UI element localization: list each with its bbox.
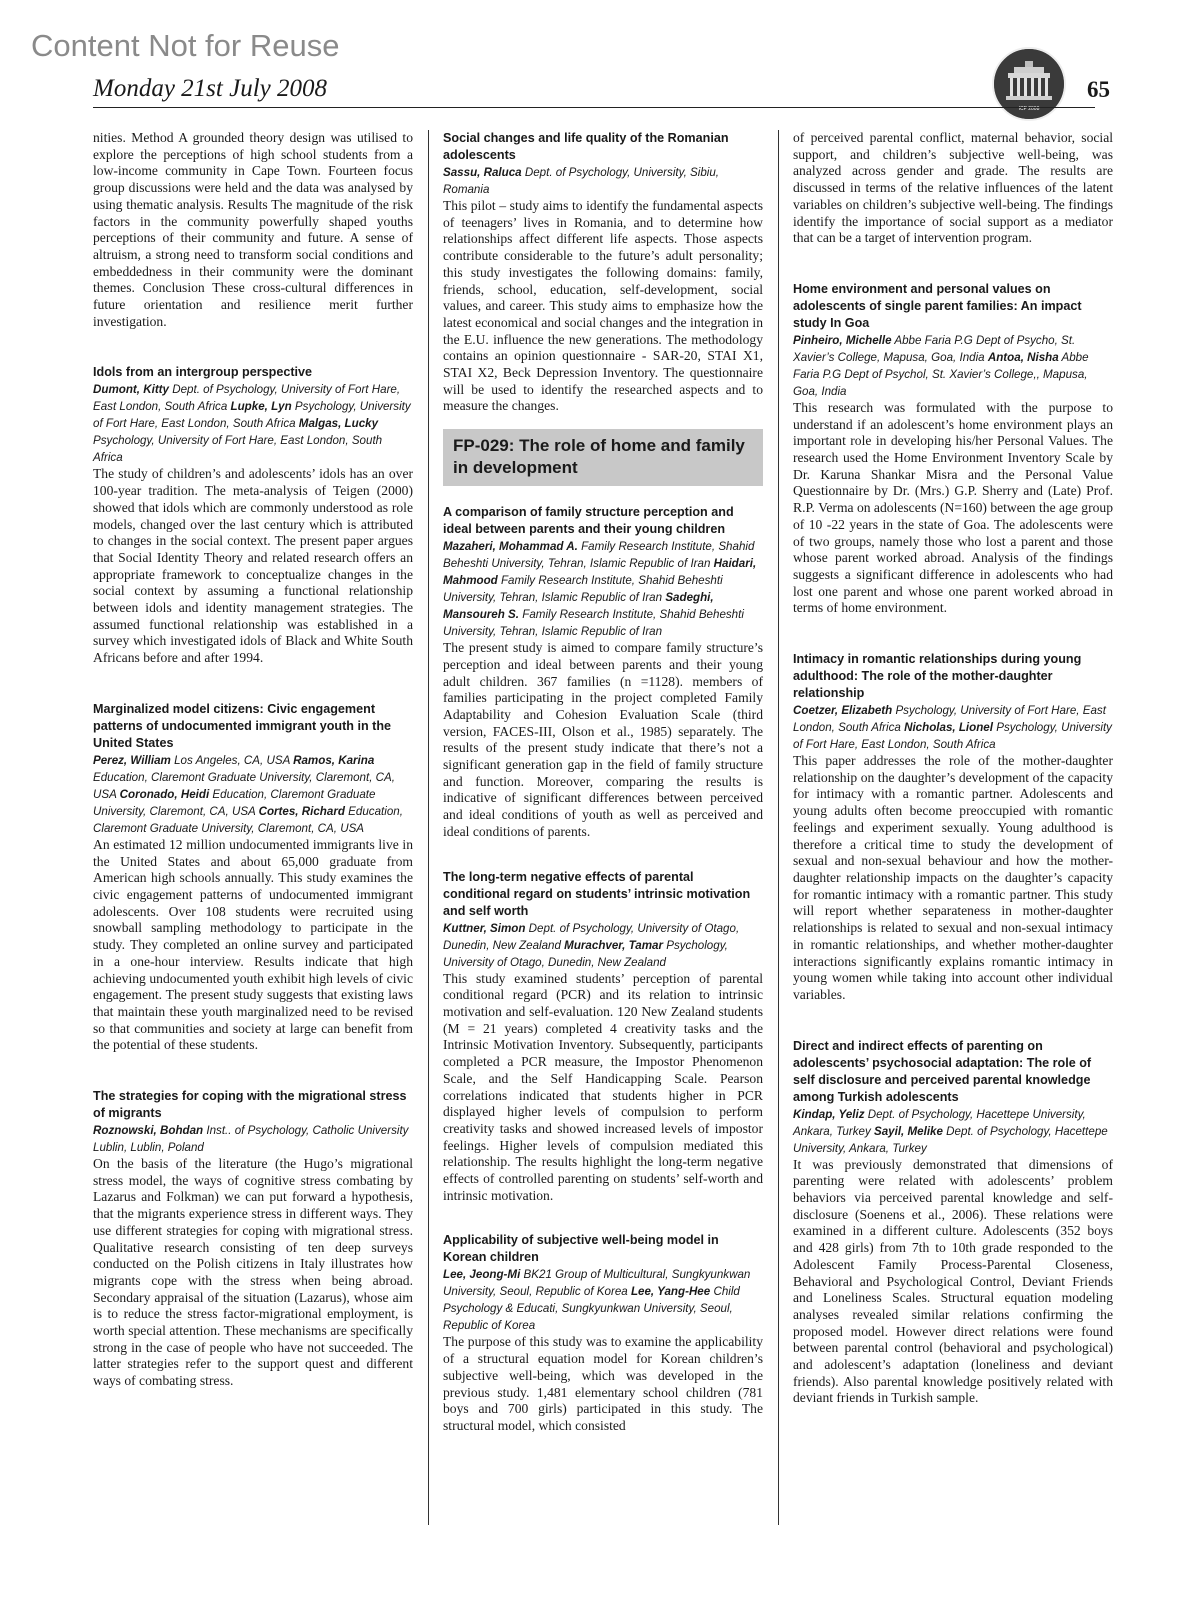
author-name: Malgas, Lucky: [298, 417, 379, 431]
abstract-title: Intimacy in romantic relationships during young adulthood: The role of the mother-daughter relationship: [793, 652, 1082, 701]
author-name: Lee, Yang-Hee: [630, 1285, 711, 1299]
abstract-authors: [793, 1106, 1113, 1157]
abstract-entry: [93, 1088, 413, 1390]
abstract-body: This study examined students’ perception of parental conditional regard (PCR) and its relation to intrinsic motivation and self-evaluation. 120 New Zealand students (M = 21 years) completed 4 creativity tasks and the Intrinsic Motivation Inventory. Subsequently, participants completed a PCR measure, the Impostor Phenomenon Scale, and the Self Handicapping Scale. Pearson correlations indicated that students higher in PCR displayed higher levels of compulsion to perform creativity tasks and showed increased levels of impostor feelings. Higher levels of compulsion mediated this relationship. The results highlight the long-term negative effects of controlled parenting on students’ self-worth and intrinsic motivation.: [443, 970, 763, 1203]
column-1: [93, 130, 413, 1390]
author-name: Coetzer, Elizabeth: [793, 704, 893, 718]
abstract-entry: [443, 1232, 763, 1434]
abstract-authors: [793, 702, 1113, 753]
abstract-entry: [793, 281, 1113, 617]
column-2: [443, 130, 763, 1435]
abstract-authors: [443, 920, 763, 971]
author-affiliation: Dept. of Psychology, University, Sibiu, Romania: [443, 166, 720, 196]
author-affiliation: Inst.. of Psychology, Catholic University Lublin, Lublin, Poland: [93, 1124, 409, 1155]
author-affiliation: Psychology, University of Fort Hare, East London, South Africa: [793, 704, 1106, 735]
author-name: Mazaheri, Mohammad A.: [443, 540, 578, 554]
abstract-body: The present study is aimed to compare family structure’s perception and ideal between parents and their young adult children. 367 families (n =1128). members of families participating in the project completed Family Adaptability and Cohesion Evaluation Scale (third version, FACES-III, Olson et al., 1985) separately. The results of the present study indicate that there’s not a significant generation gap in the field of family structure and function. Moreover, comparing the results is indicative of significant differences between perceived and ideal conditions of youth as well as perceived and ideal conditions of parents.: [443, 640, 763, 839]
abstract-entry: [443, 869, 763, 1205]
abstract-title: Home environment and personal values on adolescents of single parent families: An impact study In Goa: [793, 281, 1082, 330]
author-affiliation: Dept. of Psychology, Hacettepe University, Ankara, Turkey: [793, 1124, 1108, 1155]
conference-logo: [992, 47, 1066, 121]
author-name: Kindap, Yeliz: [793, 1107, 865, 1121]
author-affiliation: Dept. of Psychology, Hacettepe University, Ankara, Turkey: [793, 1107, 1086, 1138]
page-date: Monday 21st July 2008: [93, 75, 327, 102]
abstract-title: Marginalized model citizens: Civic engagement patterns of undocumented immigrant youth in the United States: [93, 701, 392, 750]
author-name: Lee, Jeong-Mi: [443, 1268, 521, 1282]
author-name: Lupke, Lyn: [230, 400, 292, 414]
author-affiliation: Education, Claremont Graduate University, Claremont, CA, USA: [93, 804, 403, 835]
author-name: Antoa, Nisha: [987, 350, 1059, 364]
watermark: Content Not for Reuse: [31, 28, 340, 63]
author-name: Sadeghi, Mansoureh S.: [443, 591, 714, 622]
author-name: Perez, William: [93, 753, 171, 767]
author-name: Haidari, Mahmood: [443, 557, 757, 588]
author-affiliation: Education, Claremont Graduate University, Claremont, CA, USA: [93, 787, 376, 818]
author-affiliation: Dept. of Psychology, University of Otago, Dunedin, New Zealand: [443, 921, 740, 952]
abstract-body: The study of children’s and adolescents’ idols has an over 100-year tradition. The meta-analysis of Teigen (2000) showed that idols which are commonly understood as role models, changed over the last century which is attributed to changes in the social context. The present paper argues that Social Identity Theory and related research offers an appropriate framework to conceptualize changes in the social context by assuming a functional relationship between idols and identity management strategies. The assumed functional relationship was established in a survey which investigated idols of Black and White South Africans before and after 1994.: [93, 466, 413, 666]
brandenburg-gate-icon: [994, 49, 1064, 119]
abstract-body: It was previously demonstrated that dimensions of parenting were related with adolescents’ problem behaviors via perceived parental knowledge and self-disclosure (Soenens et al., 2006). These relations were examined in a different culture. Adolescents (352 boys and 428 girls) from 7th to 10th grade responded to the Adolescent Family Process-Parental Closeness, Behavioral and Psychological Control, Deviant Friends and Loneliness Scales. Structural equation modeling analyses revealed similar relations confirming the proposed model. However direct relations were found between parental control (behavioral and psychological) and adolescent’s adaptation (loneliness and deviant friends). Also parental knowledge positively related with deviant friends in Turkish sample.: [793, 1156, 1113, 1406]
abstract-authors: [93, 1122, 413, 1156]
abstract-title: Idols from an intergroup perspective: [93, 365, 313, 380]
abstract-entry: [93, 364, 413, 666]
author-name: Roznowski, Bohdan: [93, 1124, 204, 1138]
author-affiliation: Psychology, University of Fort Hare, East London, South Africa: [93, 434, 383, 465]
author-name: Cortes, Richard: [258, 804, 345, 818]
abstract-body: This research was formulated with the purpose to understand if an adolescent’s home environment plays an important role in developing his/her Personal Values. The research used the Home Environment Inventory Scale by Dr. Karuna Shankar Misra and the Personal Value Questionnaire by Dr. (Mrs.) G.P. Sherry and (Late) Prof. R.P. Verma on adolescents (N=160) between the age group of 10 -22 years in the state of Goa. The adolescents were of two groups, namely those who lost a parent and those whose parent worked abroad. Analysis of the findings suggests a significant difference in adolescents who had lost one parent and whose one parent worked abroad in terms of home environment.: [793, 399, 1113, 616]
abstract-entry: [443, 130, 763, 415]
abstract-entry: [793, 651, 1113, 1004]
column-divider: [778, 130, 779, 1525]
abstract-title: Direct and indirect effects of parenting on adolescents’ psychosocial adaptation: The role of self disclosure and perceived parental knowledge among Turkish adolescents: [793, 1038, 1092, 1104]
author-name: Dumont, Kitty: [93, 383, 169, 397]
abstract-title: The strategies for coping with the migrational stress of migrants: [93, 1089, 407, 1121]
author-affiliation: Psychology, University of Fort Hare, East London, South Africa: [93, 400, 411, 431]
author-affiliation: Abbe Faria P.G Dept of Psychol, St. Xavier’s College,, Mapusa, Goa, India: [793, 350, 1089, 398]
column-divider: [428, 130, 429, 1525]
logo-label: ICP 2008: [1018, 106, 1040, 112]
abstract-body: This paper addresses the role of the mother-daughter relationship on the daughter’s development of the capacity for intimacy with a romantic partner. Adolescents and young adults often become preoccupied with romantic feelings and experiment sexually. Young adulthood is therefore a critical time to study the development of sexual and non-sexual behaviour and how the mother-daughter relationship impacts on the daughter’s capacity for romantic intimacy with a romantic partner. This study will report whether separateness in mother-daughter relationships is related to sexual and non-sexual intimacy in romantic relationships, and whether mother-daughter interactions significantly explains romantic intimacy in young women while taking into account other individual variables.: [793, 753, 1113, 1002]
continued-abstract: nities. Method A grounded theory design was utilised to explore the perceptions of high school students from a low-income community in Cape Town. Fourteen focus group discussions were held and the data was analysed by using thematic analysis. Results The magnitude of the risk factors in the community powerfully shaped youths perceptions of their community and future. A sense of altruism, a strong need to transform social conditions and embeddedness in their community were the dominant themes. Conclusion These cross-cultural differences in future orientation and resilience merit further investigation.: [93, 130, 413, 329]
author-affiliation: Family Research Institute, Shahid Beheshti University, Tehran, Islamic Republic of Iran: [443, 608, 744, 639]
author-affiliation: Los Angeles, CA, USA: [170, 753, 294, 767]
session-heading: FP-029: The role of home and family in development: [443, 429, 763, 486]
author-affiliation: Family Research Institute, Shahid Beheshti University, Tehran, Islamic Republic of Iran: [443, 540, 755, 571]
page-number: 65: [1087, 77, 1110, 102]
abstract-entry: [793, 1038, 1113, 1408]
abstract-authors: [443, 164, 763, 198]
author-affiliation: Family Research Institute, Shahid Beheshti University, Tehran, Islamic Republic of Iran: [443, 574, 723, 605]
abstract-body: On the basis of the literature (the Hugo’s migrational stress model, the ways of cognitive stress combating by Lazarus and Folkman) we can put forward a hypothesis, that the migrants experience stress in different ways. They use different strategies for coping with migrational stress. Qualitative research consisting of ten deep surveys conducted on the Polish citizens in Italy illustrates how migrants cope with the stress when being abroad. Secondary appraisal of the situation (Lazarus), whose aim is to reduce the stress factor-migrational employment, is worth special attention. These mechanisms are specifically strong in the case of people who have not succeeded. The latter strategies refer to the support quest and different ways of combating stress.: [93, 1156, 413, 1389]
abstract-entry: [93, 701, 413, 1054]
abstract-body: The purpose of this study was to examine the applicability of a structural equation model for Korean children’s subjective well-being, which was developed in the previous study. 1,481 elementary school children (781 boys and 700 girls) participated in this study. The structural model, which consisted: [443, 1334, 763, 1433]
author-name: Pinheiro, Michelle: [793, 333, 892, 347]
abstract-title: Applicability of subjective well-being model in Korean children: [443, 1233, 719, 1265]
author-name: Murachver, Tamar: [564, 938, 663, 952]
abstract-entry: [443, 504, 763, 840]
abstract-authors: [443, 1266, 763, 1334]
abstract-body: An estimated 12 million undocumented immigrants live in the United States and about 65,000 graduate from American high schools annually. This study examines the civic engagement patterns of undocumented immigrant adolescents. Over 108 students were recruited using snowball sampling methodology to participate in the study. They completed an online survey and participated in a one-hour interview. Results indicate that high achieving undocumented youth exhibit high levels of civic engagement. The present study suggests that existing laws that maintain these youth marginalized need to be revised so that communities and society at large can benefit from the potential of these students.: [93, 836, 413, 1053]
abstract-body: This pilot – study aims to identify the fundamental aspects of teenagers’ lives in Romania, and to determine how relationships affect different life aspects. Those aspects contribute considerable to the future’s adult personality; this study investigates the following domains: family, friends, school, education, self-development, social values, and career. This study aims to emphasize how the latest economical and social changes and the integration in the E.U. influence the new generations. The methodology contains an opinion questionnaire - SAR-20, STAI X1, STAI X2, Beck Depression Inventory. The questionnaire will be used to identify the researched aspects and to measure the changes.: [443, 198, 763, 414]
author-name: Nicholas, Lionel: [904, 721, 993, 735]
author-affiliation: BK21 Group of Multicultural, Sungkyunkwan University, Seoul, Republic of Korea: [443, 1268, 751, 1299]
abstract-authors: [443, 538, 763, 640]
author-affiliation: Education, Claremont Graduate University, Claremont, CA, USA: [93, 770, 395, 801]
abstract-authors: [93, 381, 413, 466]
author-name: Coronado, Heidi: [119, 787, 210, 801]
continued-abstract: of perceived parental conflict, maternal behavior, social support, and children’s subjective well-being, was analyzed across gender and grade. The results are discussed in terms of the relative influences of the latent variables on children’s subjective well-being. The findings identify the importance of social support as a mediator that can be a target of intervention program.: [793, 130, 1113, 246]
author-affiliation: Abbe Faria P.G Dept of Psycho, St. Xavier’s College, Mapusa, Goa, India: [793, 333, 1076, 364]
author-name: Ramos, Karina: [293, 753, 375, 767]
author-name: Kuttner, Simon: [443, 921, 526, 935]
abstract-authors: [93, 752, 413, 837]
abstract-authors: [793, 332, 1113, 400]
author-name: Sassu, Raluca: [443, 166, 522, 179]
abstract-title: The long-term negative effects of parental conditional regard on students’ intrinsic motivation and self worth: [443, 869, 751, 918]
column-3: [793, 130, 1113, 1407]
header-rule: [93, 107, 1095, 108]
author-name: Sayil, Melike: [873, 1124, 943, 1138]
abstract-title: Social changes and life quality of the Romanian adolescents: [443, 131, 729, 162]
author-affiliation: Child Psychology & Educati, Sungkyunkwan University, Seoul, Republic of Korea: [443, 1285, 740, 1333]
author-affiliation: Psychology, University of Otago, Dunedin, New Zealand: [443, 938, 728, 969]
author-affiliation: Psychology, University of Fort Hare, East London, South Africa: [793, 721, 1112, 752]
abstract-title: A comparison of family structure perception and ideal between parents and their young children: [443, 505, 734, 537]
author-affiliation: Dept. of Psychology, University of Fort Hare, East London, South Africa: [93, 383, 401, 414]
